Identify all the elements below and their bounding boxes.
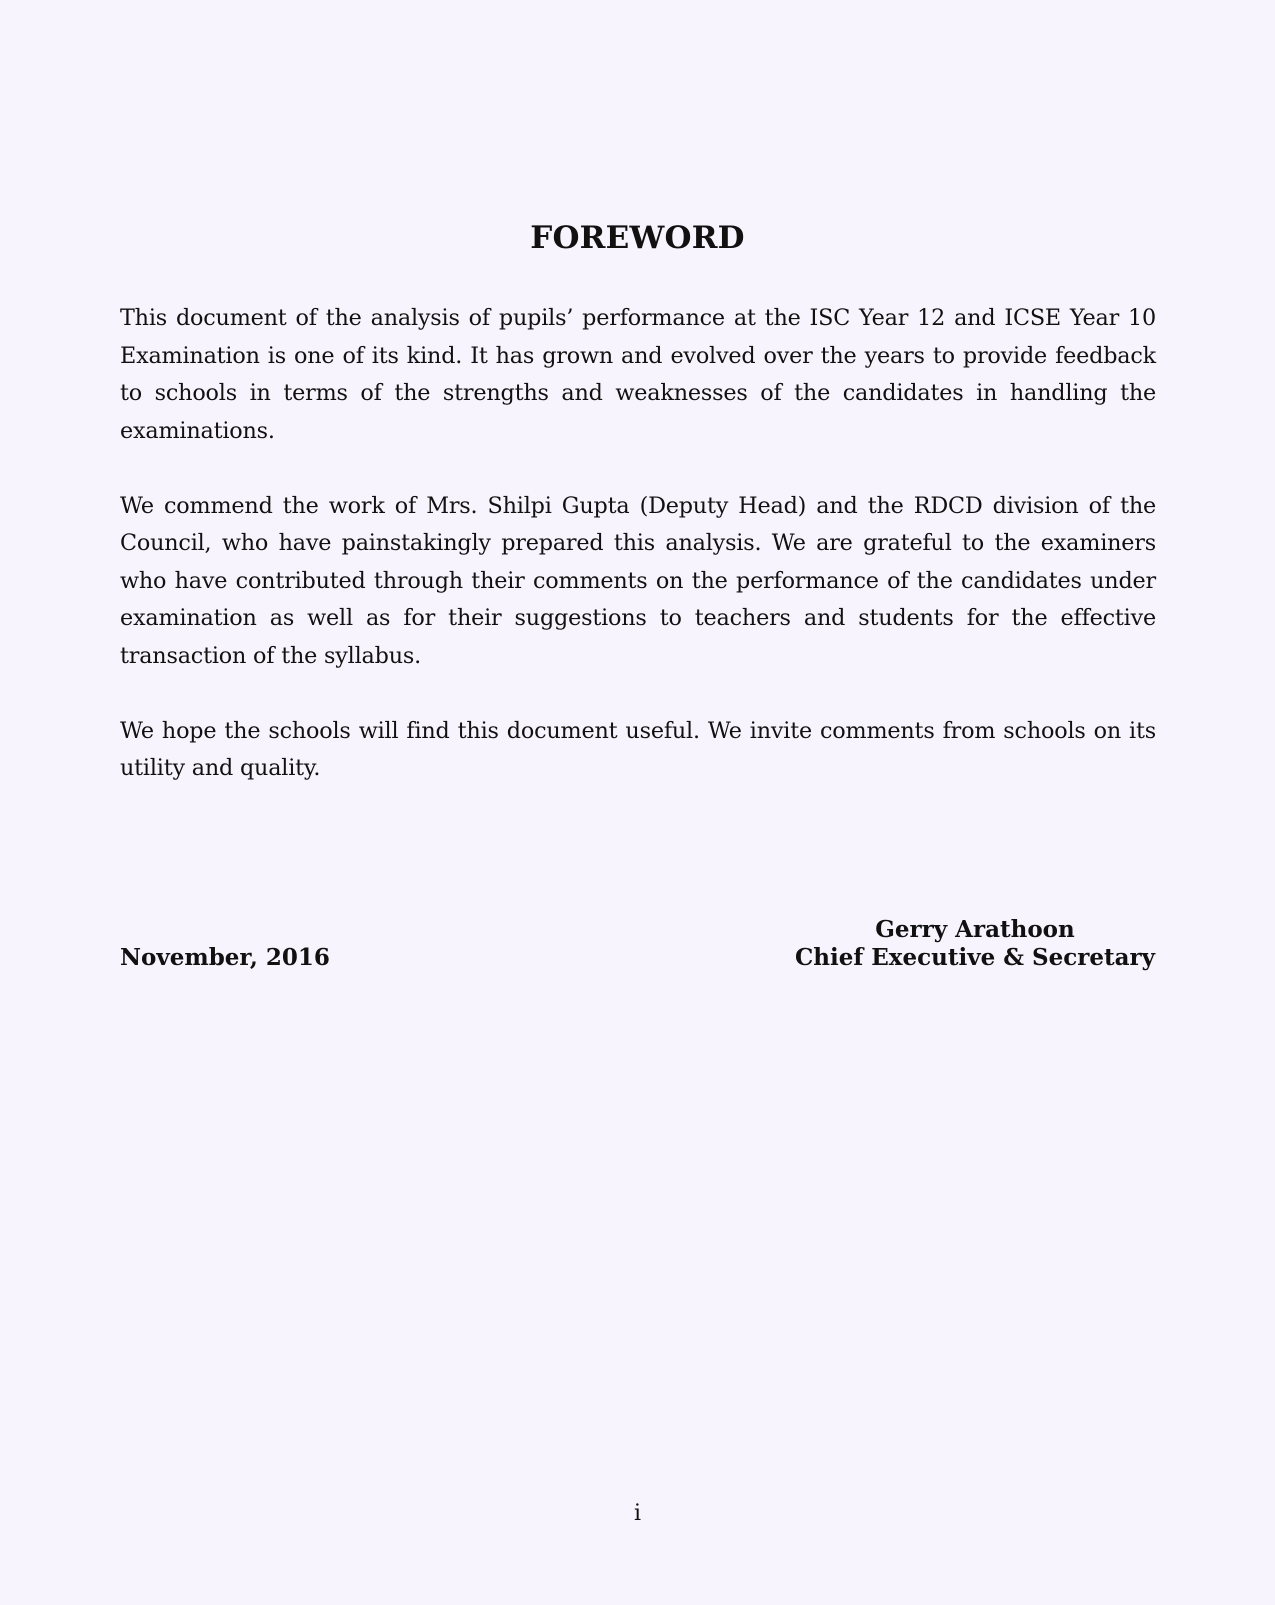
signatory-name: Gerry Arathoon bbox=[875, 916, 1075, 943]
document-date: November, 2016 bbox=[120, 944, 330, 971]
signature-block bbox=[795, 916, 1155, 972]
page-title: FOREWORD bbox=[530, 220, 745, 256]
page-number: i bbox=[633, 1501, 642, 1526]
signatory-title: Chief Executive & Secretary bbox=[794, 944, 1155, 971]
paragraph-intro: This document of the analysis of pupils’ performance at the ISC Year 12 and ICSE Year 10 Examination is one of its kind. It has grown and evolved over the years to provide feedback to schools in terms of the strengths and weaknesses of the candidates in handling the examinations. bbox=[120, 305, 1156, 444]
paragraph-closing: We hope the schools will find this document useful. We invite comments from schools on its utility and quality. bbox=[120, 717, 1156, 781]
foreword-body bbox=[120, 300, 1156, 825]
paragraph-acknowledgement: We commend the work of Mrs. Shilpi Gupta (Deputy Head) and the RDCD division of the Council, who have painstakingly prepared this analysis. We are grateful to the examiners who have contributed through their comments on the performance of the candidates under examination as well as for their suggestions to teachers and students for the effective transaction of the syllabus. bbox=[120, 492, 1156, 669]
